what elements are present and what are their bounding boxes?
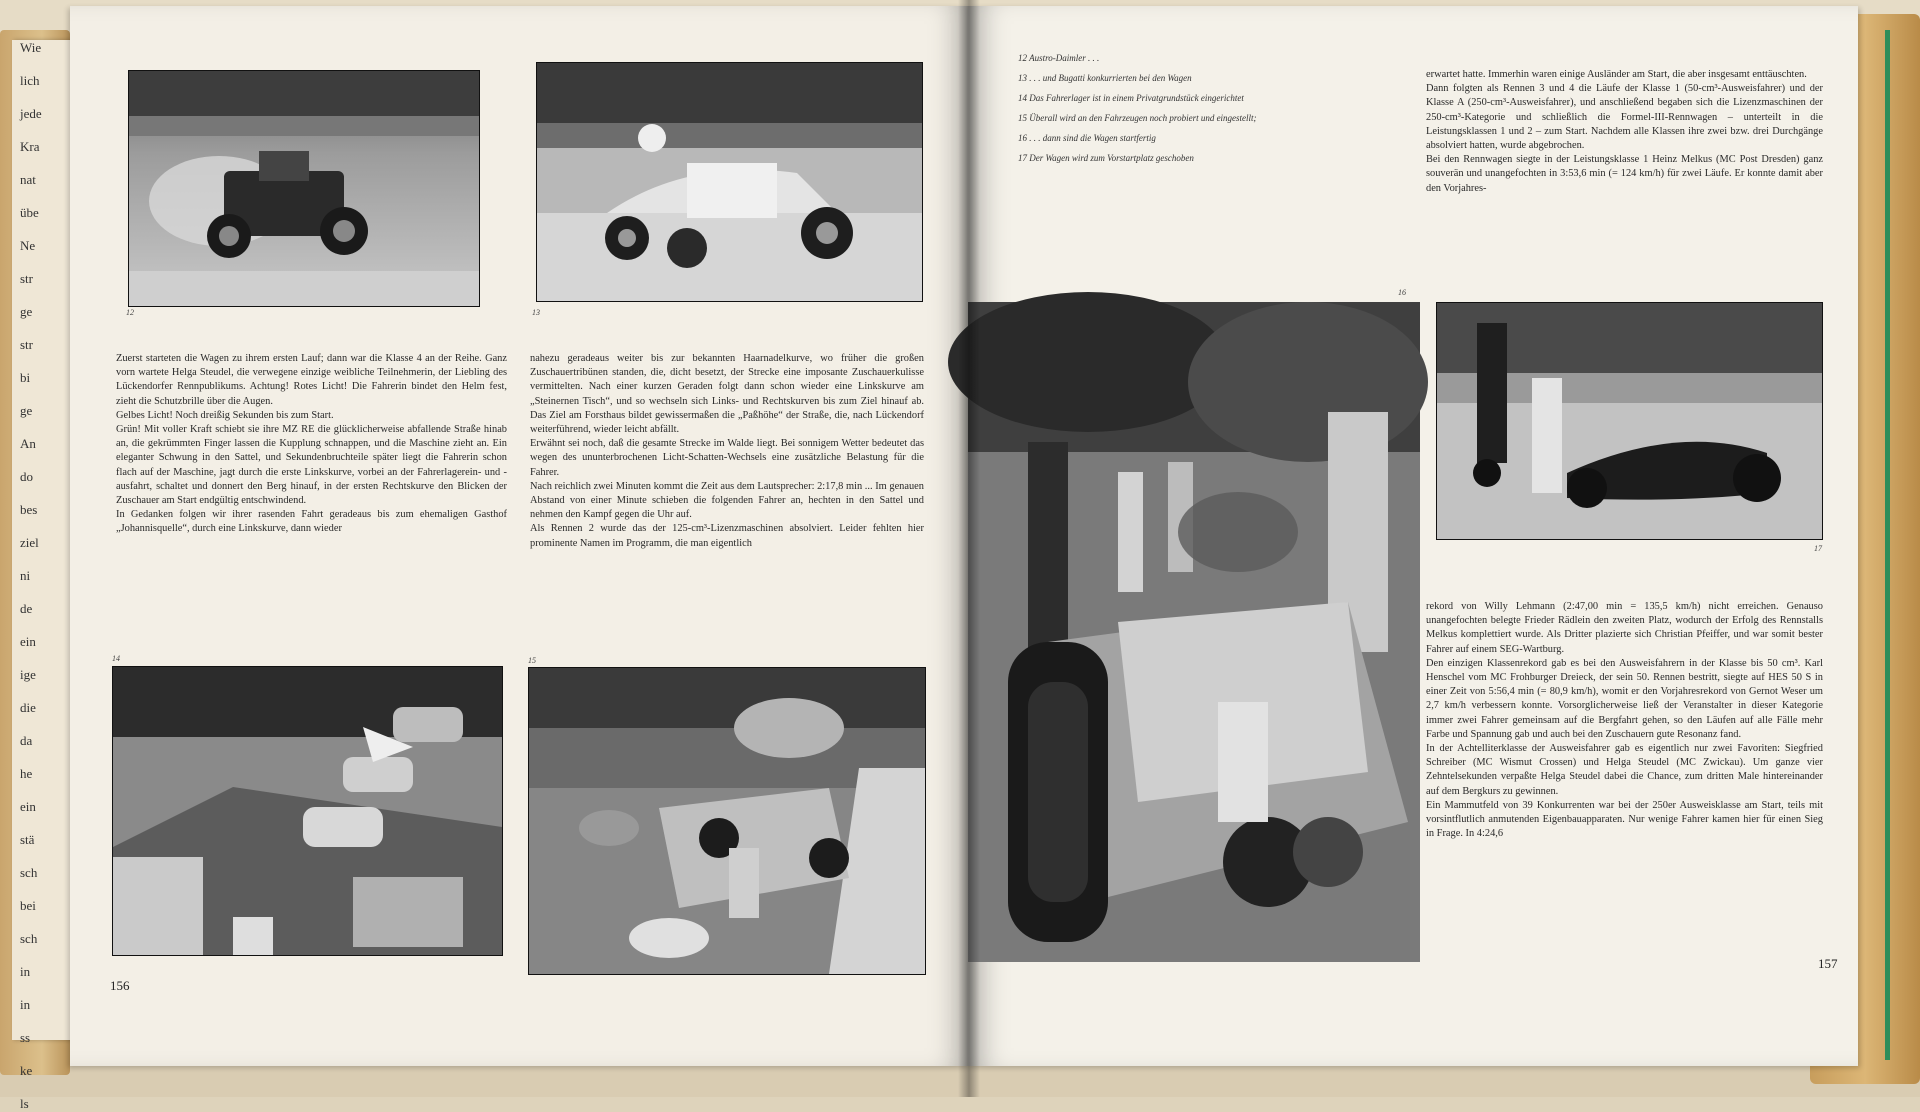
photo-number-14: 14: [112, 654, 120, 663]
paragraph: nahezu geradeaus weiter bis zur bekannten Haarnadelkurve, wo früher die großen Zuschauertribünen standen, die, dicht besetzt, der Strecke eine imposante Zuschauerkulisse vermittelten. Nach einer kurzen Geraden folgt dann schon wieder eine Linkskurve am „Steinernen Tisch“, und so wechseln sich Links- und Rechtskurven bis zum Ziel hinauf ab. Das Ziel am Forsthaus bildet gewissermaßen die „Paßhöhe“ der Straße, die, nach Lückendorf weiterführend, wieder leicht abfällt.: [530, 353, 924, 436]
underlying-page-fragment: in: [20, 997, 31, 1012]
paragraph: Ein Mammutfeld von 39 Konkurrenten war bei der 250er Ausweisklasse am Start, teils mit vorsintflutlich anmutenden Eigenbauapparaten. Nur wenige Fahrer kamen hier für einen Sieg in Frage. In 4:24,6: [1426, 799, 1823, 840]
underlying-page-fragment: lich: [20, 73, 40, 88]
caption: 17 Der Wagen wird zum Vorstartplatz geschoben: [1018, 153, 1194, 164]
photo-number-12: 12: [126, 308, 134, 317]
underlying-page-fragment: sch: [20, 931, 38, 946]
photo-16-image: [968, 302, 1420, 962]
underlying-page-fragment: in: [20, 964, 31, 979]
photo-number-17: 17: [1814, 544, 1822, 553]
underlying-page-fragment: ni: [20, 568, 31, 583]
paragraph: Bei den Rennwagen siegte in der Leistungsklasse 1 Heinz Melkus (MC Post Dresden) ganz souverän und unangefochten in 3:53,6 min (= 124 km/h) für zwei Läufe. Er konnte damit aber den Vorjahres-: [1426, 154, 1823, 194]
photo-13-image: [537, 63, 922, 301]
paragraph: Gelbes Licht! Noch dreißig Sekunden bis zum Start.: [116, 409, 334, 421]
photo-captions: [1018, 52, 1308, 173]
photo-number-16: 16: [1398, 288, 1406, 297]
paragraph: Erwähnt sei noch, daß die gesamte Strecke im Walde liegt. Bei sonnigem Wetter bedeutet das wegen des ununterbrochenen Licht-Schatten-Wechsels eine zusätzliche Belastung für die Fahrer.: [530, 438, 924, 478]
underlying-page-fragment: stä: [20, 832, 35, 847]
photo-14-image: [113, 667, 502, 955]
paragraph: Dann folgten als Rennen 3 und 4 die Läufe der Klasse 1 (50-cm³-Ausweisfahrer) und der Klasse A (250-cm³-Ausweisfahrer), und anschließend begaben sich die Lizenzmaschinen der 250-cm³-Kategorie und schließlich die Formel-III-Rennwagen – unterteilt in die Leistungsklassen 1 und 2 – zum Start. Nachdem alle Klassen ihre zwei bzw. drei Durchgänge absolviert hatten, wurde abgebrochen.: [1426, 83, 1823, 152]
left-text-column-2: [530, 352, 924, 551]
underlying-page-fragment: de: [20, 601, 33, 616]
underlying-page-fragment: ziel: [20, 535, 39, 550]
photo-15-mechanics: [528, 667, 926, 975]
photo-12-image: [129, 71, 479, 306]
caption: 16 . . . dann sind die Wagen startfertig: [1018, 133, 1156, 144]
page-number-157: 157: [1818, 956, 1838, 971]
photo-16-race-car-chassis: [968, 302, 1420, 962]
photo-13-bugatti: [536, 62, 923, 302]
underlying-page-fragment: übe: [20, 205, 39, 220]
photo-number-15: 15: [528, 656, 536, 665]
underlying-page-fragment: ige: [20, 667, 36, 682]
underlying-page-fragment: do: [20, 469, 33, 484]
underlying-page-fragment: Ne: [20, 238, 36, 253]
underlying-page-fragment: str: [20, 337, 33, 352]
caption: 13 . . . und Bugatti konkurrierten bei den Wagen: [1018, 73, 1192, 84]
paragraph: rekord von Willy Lehmann (2:47,00 min = 135,5 km/h) nicht erreichen. Genauso unangefochten belegte Frieder Rädlein den zweiten Platz, wodurch der Erfolg des Rennstalls Melkus komplettiert wurde. Als Dritter plazierte sich Christian Pfeiffer, und war somit bester Fahrer auf einem SEG-Wartburg.: [1426, 601, 1823, 655]
underlying-page-fragment: ss: [20, 1030, 31, 1045]
photo-17-image: [1437, 303, 1822, 539]
underlying-page-fragment: nat: [20, 172, 36, 187]
photo-12-austro-daimler: [128, 70, 480, 307]
underlying-page-fragment: Kra: [20, 139, 40, 154]
underlying-page-fragment: ein: [20, 799, 36, 814]
underlying-page-fragment: ke: [20, 1063, 33, 1078]
left-text-column-1: [116, 352, 507, 537]
photo-14-paddock: [112, 666, 503, 956]
caption: 14 Das Fahrerlager ist in einem Privatgrundstück eingerichtet: [1018, 93, 1244, 104]
underlying-page-fragment: Wie: [20, 40, 42, 55]
page-number-156: 156: [110, 978, 130, 993]
underlying-page-fragment: he: [20, 766, 33, 781]
paragraph: In der Achtelliterklasse der Ausweisfahrer gab es eigentlich nur zwei Favoriten: Siegfried Schreiber (MC Wismut Crossen) und Helga Steudel (MC Zwickau). Um ganze vier Zehntelsekunden verpaßte Helga Steudel dabei die Chance, zum dritten Male hintereinander auf dem Bergkurs zu gewinnen.: [1426, 743, 1823, 797]
paragraph: Zuerst starteten die Wagen zu ihrem ersten Lauf; dann war die Klasse 4 an der Reihe. Ganz vorn wartete Helga Steudel, die verwegene einzige weibliche Teilnehmerin, der Liebling des Lückendorfer Rennpublikums. Achtung! Rotes Licht! Die Fahrerin bindet den Helm fest, zieht die Schutzbrille über die Augen.: [116, 353, 507, 407]
book-gutter: [958, 0, 980, 1097]
underlying-page-fragment: bei: [20, 898, 36, 913]
underlying-page-fragment: da: [20, 733, 33, 748]
underlying-page-fragment: An: [20, 436, 36, 451]
underlying-page-fragment: ls: [20, 1096, 29, 1111]
underlying-page-fragment: sch: [20, 865, 38, 880]
paragraph: Den einzigen Klassenrekord gab es bei den Ausweisfahrern in der Klasse bis 50 cm³. Karl Henschel vom MC Frohburger Dreieck, der sein 50. Rennen bestritt, siegte auf HES 50 S in einer Zeit von 5:56,4 min (= 80,9 km/h), womit er den Vorjahresrekord von Gernot Weser um 2,7 km/h verbessern konnte. Vorsorglicherweise ließ der Veranstalter in dieser Kategorie immer zwei Fahrer gemeinsam auf die Bergfahrt gehen, so den Läufen auf alle Fälle mehr Farbe und Spannung gab und auch bei den Zuschauern gute Resonanz fand.: [1426, 657, 1823, 740]
right-text-column-top: [1426, 68, 1823, 196]
photo-15-image: [529, 668, 925, 974]
left-page: [70, 6, 970, 1066]
right-text-column-bottom: [1426, 600, 1823, 841]
underlying-page-fragment: jede: [20, 106, 42, 121]
underlying-page-fragment: bes: [20, 502, 38, 517]
photo-17-car-pushed: [1436, 302, 1823, 540]
paragraph: Grün! Mit voller Kraft schiebt sie ihre MZ RE die glücklicherweise abfallende Straße hinab an, die gekrümmten Finger lassen die Kupplung schnappen, und die Maschine zieht an. Ein eleganter Schwung in den Sattel, und Sekundenbruchteile später liegt die Fahrerin schon flach auf der Maschine, jagt durch die erste Linkskurve, vorbei an der Fahrerlagerein- und -ausfahrt, schaltet und donnert den Berg hinauf, in der ersten Rechtskurve den Blicken der Zuschauer am Start endgültig entschwindend.: [116, 424, 507, 507]
underlying-page-fragment: ge: [20, 304, 33, 319]
caption: 12 Austro-Daimler . . .: [1018, 53, 1100, 63]
paragraph: In Gedanken folgen wir ihrer rasenden Fahrt geradeaus bis zum ehemaligen Gasthof „Johannisquelle“, durch eine Linkskurve, dann wieder: [116, 509, 507, 535]
photo-number-13: 13: [532, 308, 540, 317]
underlying-page-fragment: die: [20, 700, 36, 715]
underlying-page-fragment: str: [20, 271, 33, 286]
paragraph: Als Rennen 2 wurde das der 125-cm³-Lizenzmaschinen absolviert. Leider fehlten hier prominente Namen im Programm, die man eigentlich: [530, 523, 924, 549]
caption: 15 Überall wird an den Fahrzeugen noch probiert und eingestellt;: [1018, 113, 1257, 124]
underlying-page-fragment: ge: [20, 403, 33, 418]
paragraph: Nach reichlich zwei Minuten kommt die Zeit aus dem Lautsprecher: 2:17,8 min ... Im genauen Abstand von einer Minute schieben die folgenden Fahrer an, hechten in den Sattel und nehmen den Kampf gegen die Uhr auf.: [530, 480, 924, 521]
underlying-page-fragment: ein: [20, 634, 36, 649]
green-page-edge: [1885, 30, 1890, 1060]
paragraph: erwartet hatte. Immerhin waren einige Ausländer am Start, die aber insgesamt enttäuschten.: [1426, 69, 1807, 80]
underlying-page: [12, 40, 72, 1111]
underlying-page-fragment: bi: [20, 370, 31, 385]
